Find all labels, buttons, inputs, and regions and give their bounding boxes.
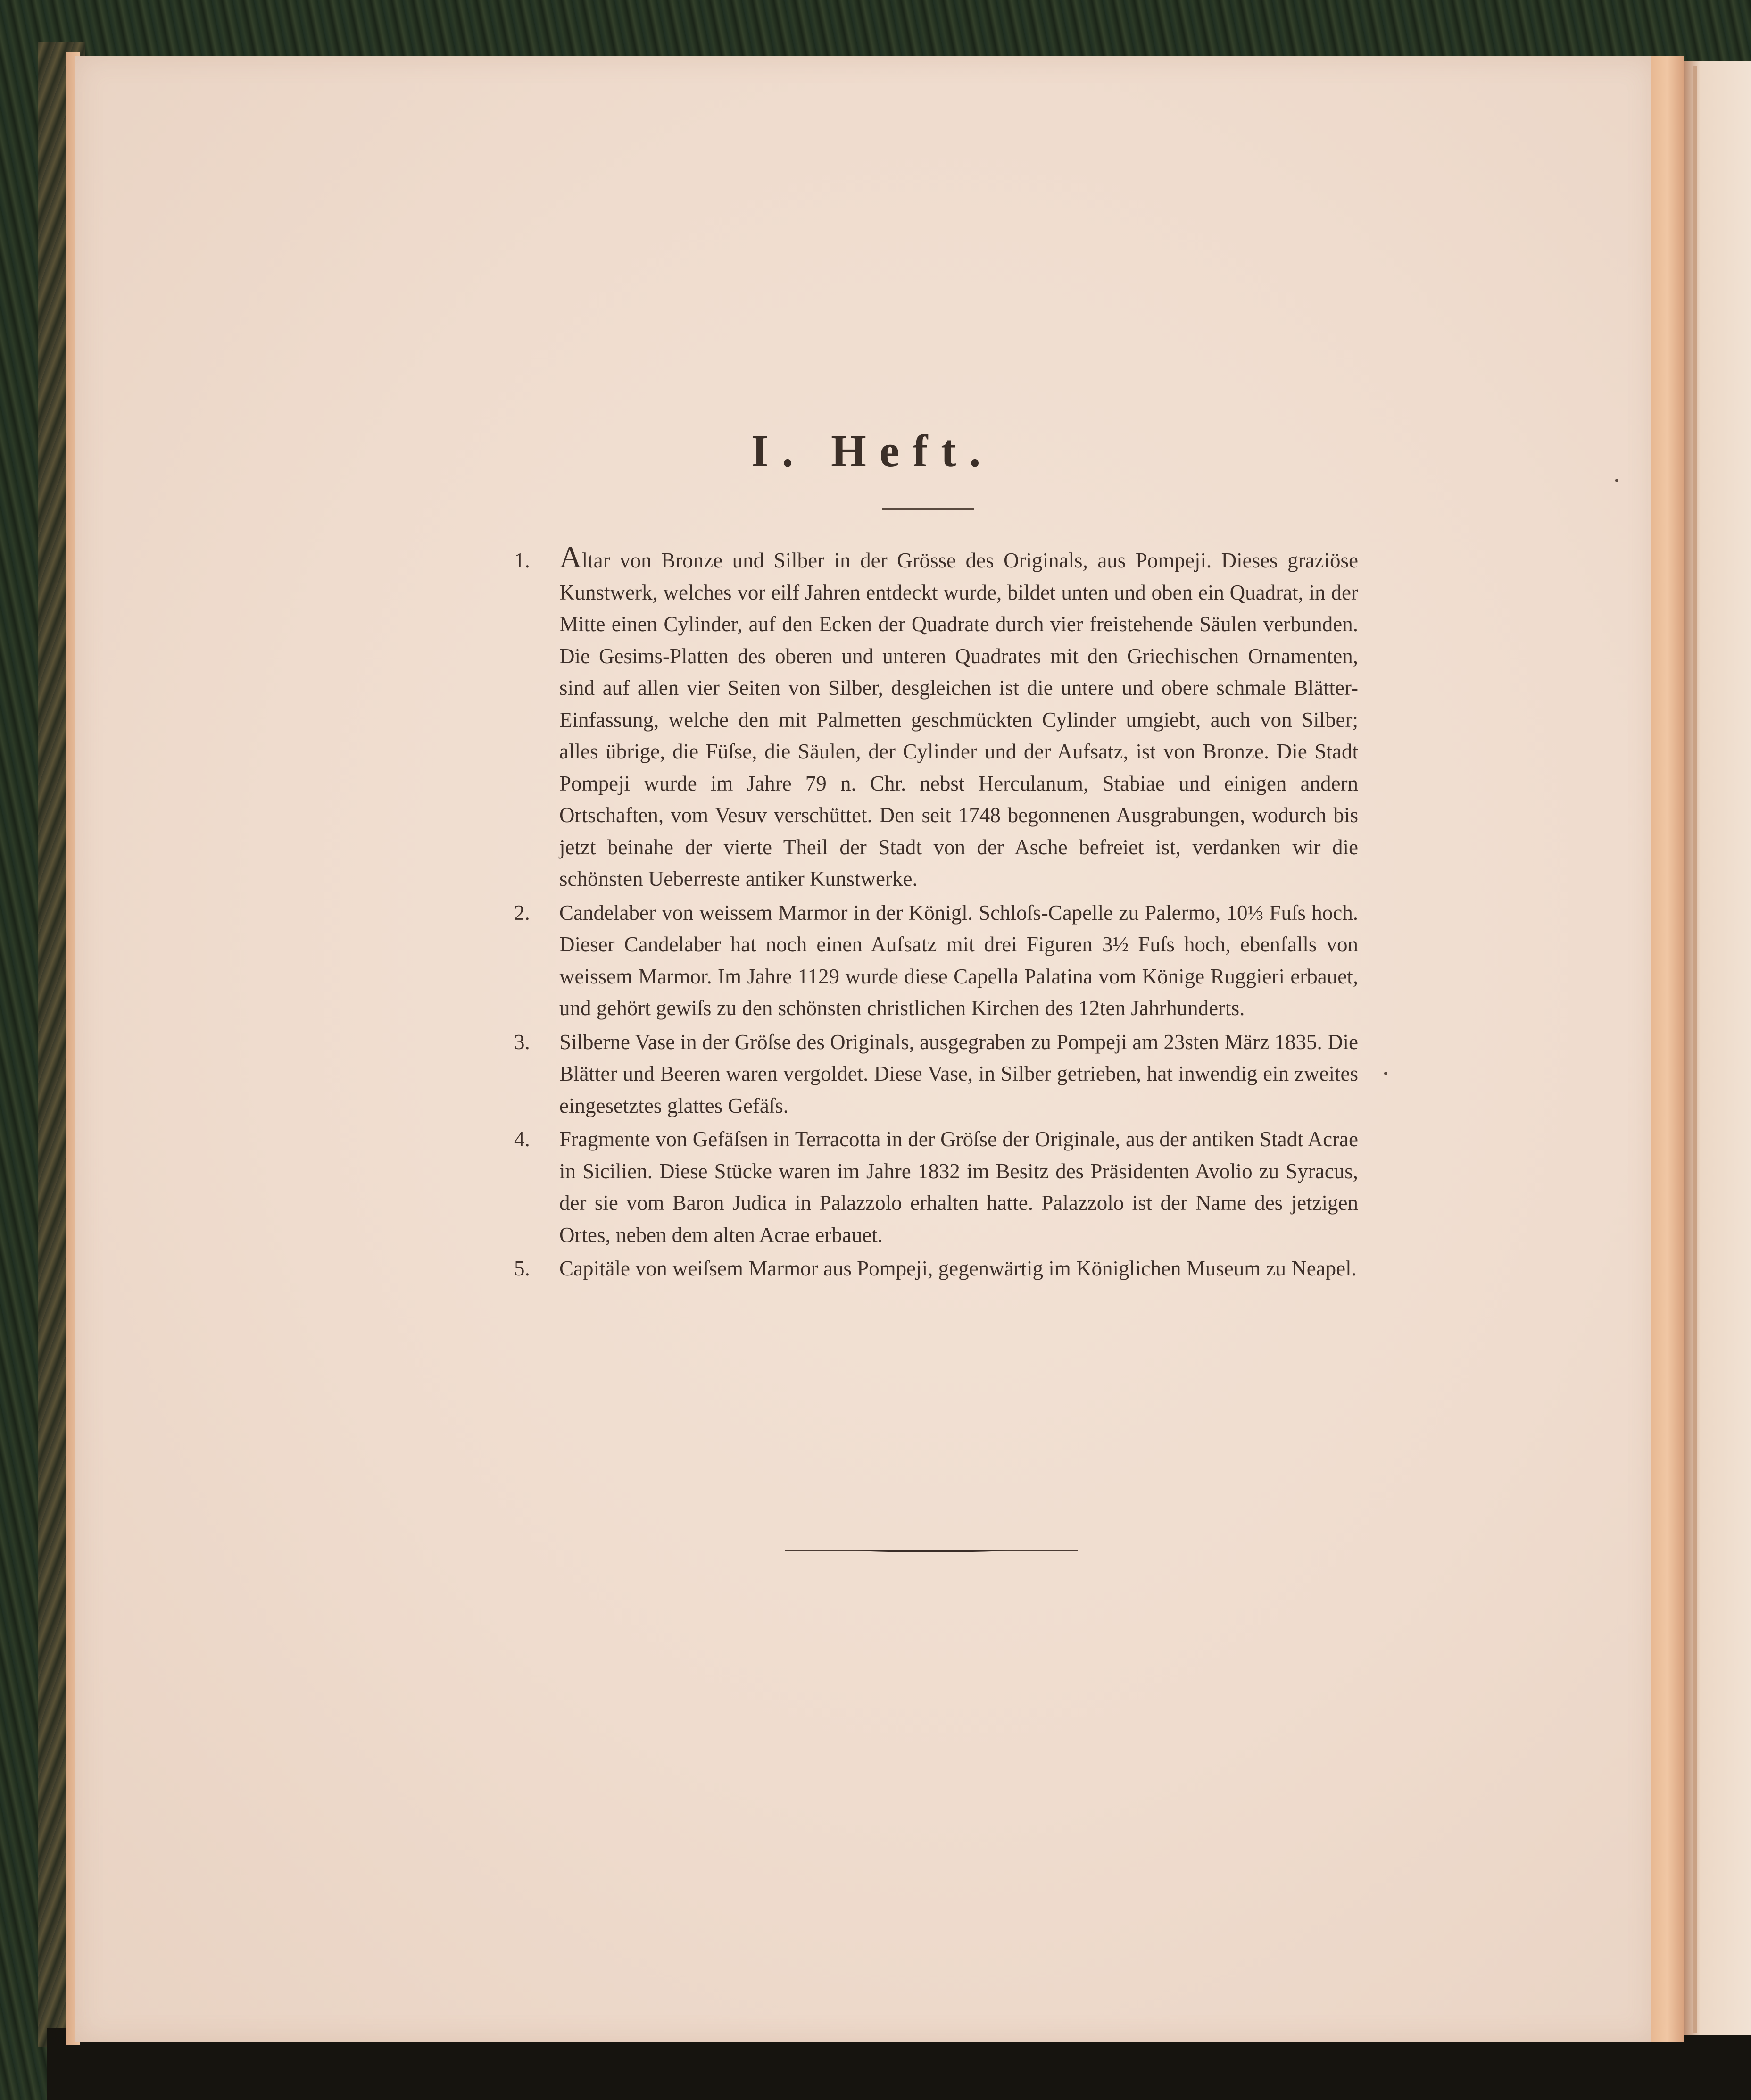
paper-speck	[1615, 479, 1618, 482]
title-rule	[882, 508, 974, 510]
facing-page-fold	[1693, 66, 1697, 2033]
page-gutter	[1651, 56, 1684, 2042]
list-item	[514, 1026, 1358, 1122]
item-initial: A	[559, 540, 582, 575]
item-number: 5.	[514, 1257, 530, 1280]
list-item	[514, 1253, 1358, 1285]
paper-speck	[1384, 1072, 1387, 1075]
item-text	[559, 540, 1358, 895]
list-item	[514, 897, 1358, 1025]
item-list	[514, 540, 1358, 1287]
list-item	[514, 1124, 1358, 1251]
page-title: I. Heft.	[751, 425, 994, 476]
list-item	[514, 540, 1358, 895]
item-number: 1.	[514, 549, 530, 572]
item-number: 2.	[514, 900, 530, 925]
item-body: Candelaber von weissem Marmor in der Königl. Schloſs-Capelle zu Palermo, 10⅓ Fuſs hoch. Dieser Candelaber hat noch einen Aufsatz mit drei Figuren 3½ Fuſs hoch, ebenfalls von weissem Marmor. Im Jahre 1129 wurde diese Capella Palatina vom Könige Ruggieri erbauet, und gehört gewiſs zu den schönsten christlichen Kirchen des 12ten Jahrhunderts.	[559, 900, 1358, 1020]
item-number: 4.	[514, 1127, 530, 1151]
item-body: Fragmente von Gefäſsen in Terracotta in der Gröſse der Originale, aus der antiken Stadt Acrae in Sicilien. Diese Stücke waren im Jahre 1832 im Besitz des Präsidenten Avolio zu Syracus, der sie vom Baron Judica in Palazzolo erhalten hatte. Palazzolo ist der Name des jetzigen Ortes, neben dem alten Acrae erbauet.	[559, 1127, 1358, 1247]
item-body: ltar von Bronze und Silber in der Grösse des Originals, aus Pompeji. Dieses graziöse Kunstwerk, welches vor eilf Jahren entdeckt wurde, bildet unten und oben ein Quadrat, in der Mitte einen Cylinder, auf den Ecken der Quadrate durch vier freistehende Säulen verbunden. Die Gesims-Platten des oberen und unteren Quadrates mit den Griechischen Ornamenten, sind auf allen vier Seiten von Silber, desgleichen ist die untere und obere schmale Blätter-Einfassung, welche den mit Palmetten geschmückten Cylinder umgiebt, auch von Silber; alles übrige, die Füſse, die Säulen, der Cylinder und der Aufsatz, ist von Bronze. Die Stadt Pompeji wurde im Jahre 79 n. Chr. nebst Herculanum, Stabiae und einigen andern Ortschaften, vom Vesuv verschüttet. Den seit 1748 begonnenen Ausgrabungen, wodurch bis jetzt beinahe der vierte Theil der Stadt von der Asche befreiet ist, verdanken wir die schönsten Ueberreste antiker Kunstwerke.	[559, 549, 1358, 891]
end-ornament-rule	[785, 1548, 1078, 1554]
item-body: Silberne Vase in der Gröſse des Originals, ausgegraben zu Pompeji am 23sten März 1835. Die Blätter und Beeren waren vergoldet. Diese Vase, in Silber getrieben, hat inwendig ein zweites eingesetztes glattes Gefäſs.	[559, 1030, 1358, 1117]
item-body: Capitäle von weiſsem Marmor aus Pompeji, gegenwärtig im Königlichen Museum zu Neapel.	[559, 1257, 1357, 1280]
item-number: 3.	[514, 1030, 530, 1054]
